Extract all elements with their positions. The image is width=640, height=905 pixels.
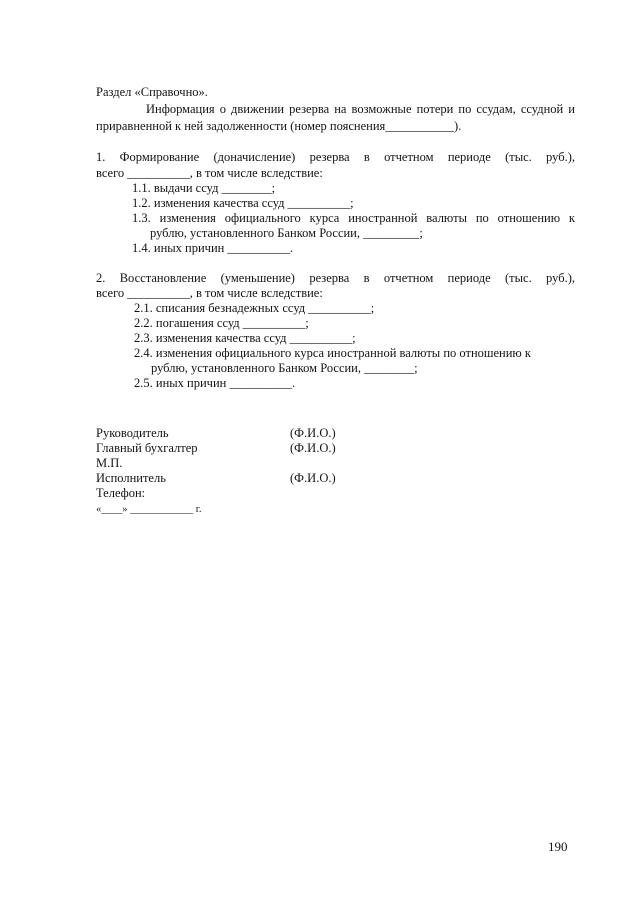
section1-item-4: 1.4. иных причин __________. [132, 241, 294, 255]
intro-line-2: приравненной к ней задолженности (номер пояснения___________). [96, 119, 462, 133]
section1-item-1: 1.1. выдачи ссуд ________; [132, 181, 276, 195]
section2-item-4-line-1: 2.4. изменения официального курса иностранной валюты по отношению к [134, 346, 531, 360]
head-fio: (Ф.И.О.) [290, 426, 336, 440]
section1-heading: 1. Формирование (доначисление) резерва в отчетном периоде (тыс. руб.), [96, 150, 575, 164]
stamp-place: М.П. [96, 456, 123, 470]
section2-item-2: 2.2. погашения ссуд __________; [134, 316, 309, 330]
head-label: Руководитель [96, 426, 169, 440]
section2-total: всего __________, в том числе вследствие: [96, 286, 323, 300]
section1-item-3-line-2: рублю, установленного Банком России, _________; [150, 226, 423, 240]
executor-fio: (Ф.И.О.) [290, 471, 336, 485]
chief-accountant-fio: (Ф.И.О.) [290, 441, 336, 455]
date-line: «____» ____________ г. [96, 504, 202, 515]
section2-item-5: 2.5. иных причин __________. [134, 376, 296, 390]
section2-item-4-line-2: рублю, установленного Банком России, ________; [151, 361, 418, 375]
section2-item-3: 2.3. изменения качества ссуд __________; [134, 331, 356, 345]
phone-label: Телефон: [96, 486, 146, 500]
section2-heading: 2. Восстановление (уменьшение) резерва в отчетном периоде (тыс. руб.), [96, 271, 575, 285]
executor-label: Исполнитель [96, 471, 166, 485]
page-number: 190 [548, 839, 568, 854]
section-title: Раздел «Справочно». [96, 85, 208, 99]
chief-accountant-label: Главный бухгалтер [96, 441, 198, 455]
section1-total: всего __________, в том числе вследствие: [96, 166, 323, 180]
section1-item-2: 1.2. изменения качества ссуд __________; [132, 196, 354, 210]
intro-line-1: Информация о движении резерва на возможные потери по ссудам, ссудной и [146, 102, 575, 116]
section1-item-3-line-1: 1.3. изменения официального курса иностранной валюты по отношению к [132, 211, 575, 225]
section2-item-1: 2.1. списания безнадежных ссуд __________; [134, 301, 375, 315]
